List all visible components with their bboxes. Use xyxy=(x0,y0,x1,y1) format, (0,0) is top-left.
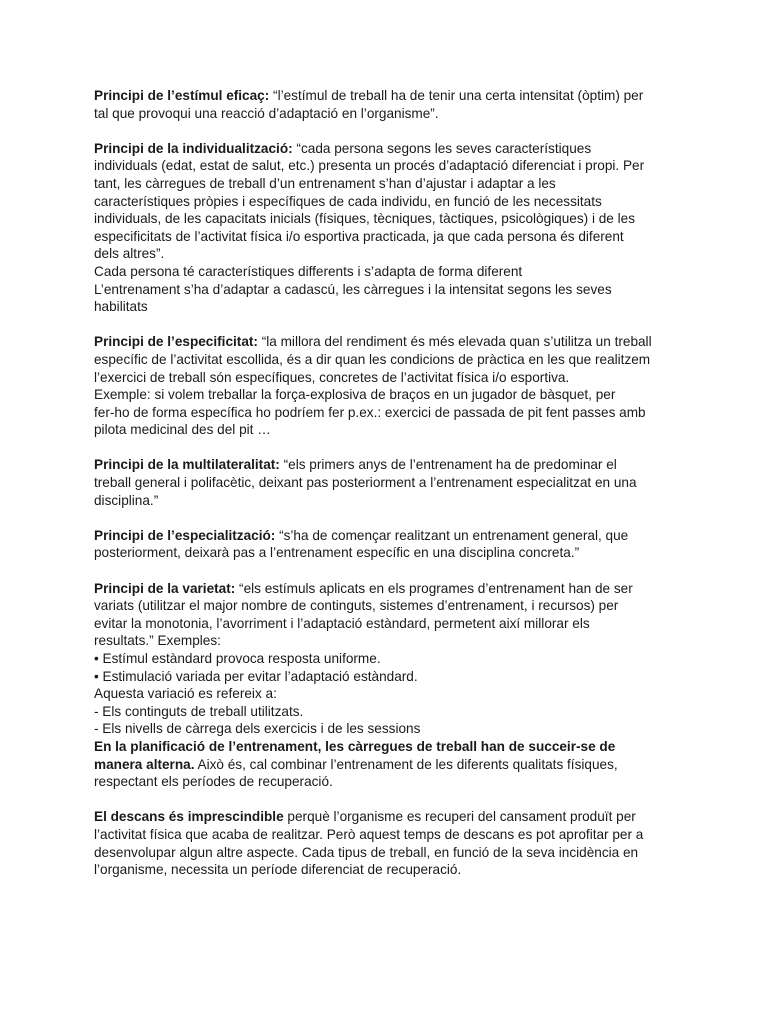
text-line xyxy=(94,773,684,791)
text-line xyxy=(94,333,684,351)
paragraph xyxy=(94,527,684,562)
text-line xyxy=(94,703,684,721)
body-text: l’activitat física que acaba de realitzar. Però aquest temps de descans es pot aprofitar per a xyxy=(94,826,644,842)
text-line xyxy=(94,597,684,615)
body-text: evitar la monotonia, l’avorriment i l’adaptació estàndard, permetent així millorar els xyxy=(94,615,590,631)
text-line xyxy=(94,105,684,123)
body-text: variats (utilitzar el major nombre de continguts, sistemes d’entrenament, i recursos) per xyxy=(94,598,619,614)
text-line xyxy=(94,421,684,439)
body-text: pilota medicinal des del pit … xyxy=(94,422,271,438)
text-line xyxy=(94,157,684,175)
bold-text: Principi de la individualització: xyxy=(94,140,293,156)
body-text: especificitats de l’activitat física i/o esportiva practicada, ja que cada persona és diferent xyxy=(94,228,624,244)
body-text: Cada persona té característiques differents i s’adapta de forma diferent xyxy=(94,263,523,279)
text-line xyxy=(94,685,684,703)
body-text: específic de l’activitat escollida, és a dir quan les condicions de pràctica en les que realitzem xyxy=(94,351,651,367)
paragraph xyxy=(94,140,684,316)
body-text: fer-ho de forma específica ho podríem fer p.ex.: exercici de passada de pit fent passes amb xyxy=(94,404,646,420)
text-line xyxy=(94,386,684,404)
body-text: Aquesta variació es refereix a: xyxy=(94,686,277,702)
paragraph xyxy=(94,87,684,122)
body-text: característiques pròpies i específiques de cada individu, en funció de les necessitats xyxy=(94,193,602,209)
text-line xyxy=(94,404,684,422)
body-text: “s’ha de començar realitzant un entrenament general, que xyxy=(275,527,629,543)
text-line xyxy=(94,720,684,738)
text-line xyxy=(94,263,684,281)
body-text: l’exercici de treball són específiques, concretes de l’activitat física i/o esportiva. xyxy=(94,369,570,385)
bold-text: Principi de l’especialització: xyxy=(94,527,276,543)
body-text: “els primers anys de l’entrenament ha de predominar el xyxy=(279,457,617,473)
body-text: l’organisme, necessita un període diferenciat de recuperació. xyxy=(94,862,462,878)
text-line xyxy=(94,580,684,598)
text-line xyxy=(94,87,684,105)
body-text: tal que provoqui una reacció d’adaptació en l’organisme”. xyxy=(94,105,439,121)
bold-text: Principi de la varietat: xyxy=(94,580,236,596)
text-line xyxy=(94,228,684,246)
body-text: • Estímul estàndard provoca resposta uniforme. xyxy=(94,651,381,666)
body-text: disciplina.” xyxy=(94,492,159,508)
body-text: Exemple: si volem treballar la força-explosiva de braços en un jugador de bàsquet, per xyxy=(94,387,616,403)
body-text: respectant els períodes de recuperació. xyxy=(94,774,333,790)
text-line xyxy=(94,844,684,862)
text-line xyxy=(94,175,684,193)
text-line xyxy=(94,193,684,211)
paragraph xyxy=(94,456,684,509)
body-text: dels altres”. xyxy=(94,246,165,262)
text-line xyxy=(94,369,684,387)
text-line xyxy=(94,474,684,492)
body-text: “l’estímul de treball ha de tenir una certa intensitat (òptim) per xyxy=(269,88,644,103)
body-text: perquè l’organisme es recuperi del cansament produït per xyxy=(283,809,636,825)
text-line xyxy=(94,756,684,774)
body-text: desenvolupar algun altre aspecte. Cada tipus de treball, en funció de la seva incidència en xyxy=(94,844,639,860)
text-line xyxy=(94,210,684,228)
body-text: treball general i polifacètic, deixant pas posteriorment a l’entrenament especialitzat en una xyxy=(94,475,637,491)
body-text: resultats.” Exemples: xyxy=(94,633,221,649)
body-text: - Els continguts de treball utilitzats. xyxy=(94,703,304,719)
bold-text: En la planificació de l’entrenament, les càrregues de treball han de succeir-se de xyxy=(94,738,616,754)
text-line xyxy=(94,245,684,263)
paragraph xyxy=(94,808,684,878)
body-text: tant, les càrregues de treball d’un entrenament s’han d’ajustar i adaptar a les xyxy=(94,175,556,191)
body-text: “la millora del rendiment és més elevada quan s’utilitza un treball xyxy=(257,334,652,350)
body-text: individuals (edat, estat de salut, etc.) presenta un procés d’adaptació diferenciat i propi. Per xyxy=(94,158,645,174)
text-line xyxy=(94,668,684,686)
text-line xyxy=(94,861,684,879)
text-line xyxy=(94,738,684,756)
body-text: individuals, de les capacitats inicials (físiques, tècniques, tàctiques, psicològiques) i de les xyxy=(94,211,636,227)
paragraph xyxy=(94,333,684,439)
text-line xyxy=(94,298,684,316)
bold-text: Principi de la multilateralitat: xyxy=(94,457,280,473)
document-page xyxy=(94,87,684,896)
bold-text: Principi de l’especificitat: xyxy=(94,334,258,350)
bold-text: El descans és imprescindible xyxy=(94,809,284,825)
text-line xyxy=(94,632,684,650)
body-text: • Estimulació variada per evitar l’adaptació estàndard. xyxy=(94,668,418,684)
body-text: “cada persona segons les seves característiques xyxy=(292,140,592,156)
text-line xyxy=(94,492,684,510)
bold-text: manera alterna. xyxy=(94,756,195,772)
body-text: - Els nivells de càrrega dels exercicis i de les sessions xyxy=(94,721,421,737)
text-line xyxy=(94,351,684,369)
text-line xyxy=(94,615,684,633)
text-line xyxy=(94,281,684,299)
text-line xyxy=(94,544,684,562)
text-line xyxy=(94,140,684,158)
text-line xyxy=(94,650,684,668)
body-text: “els estímuls aplicats en els programes d’entrenament han de ser xyxy=(235,580,633,596)
text-line xyxy=(94,456,684,474)
body-text: L’entrenament s’ha d’adaptar a cadascú, les càrregues i la intensitat segons les seves xyxy=(94,281,612,297)
body-text: posteriorment, deixarà pas a l’entrenament específic en una disciplina concreta.” xyxy=(94,545,580,561)
paragraph xyxy=(94,580,684,791)
bold-text: Principi de l’estímul eficaç: xyxy=(94,88,270,103)
body-text: habilitats xyxy=(94,299,148,315)
text-line xyxy=(94,527,684,545)
text-line xyxy=(94,808,684,826)
body-text: Això és, cal combinar l’entrenament de les diferents qualitats físiques, xyxy=(194,756,618,772)
text-line xyxy=(94,826,684,844)
